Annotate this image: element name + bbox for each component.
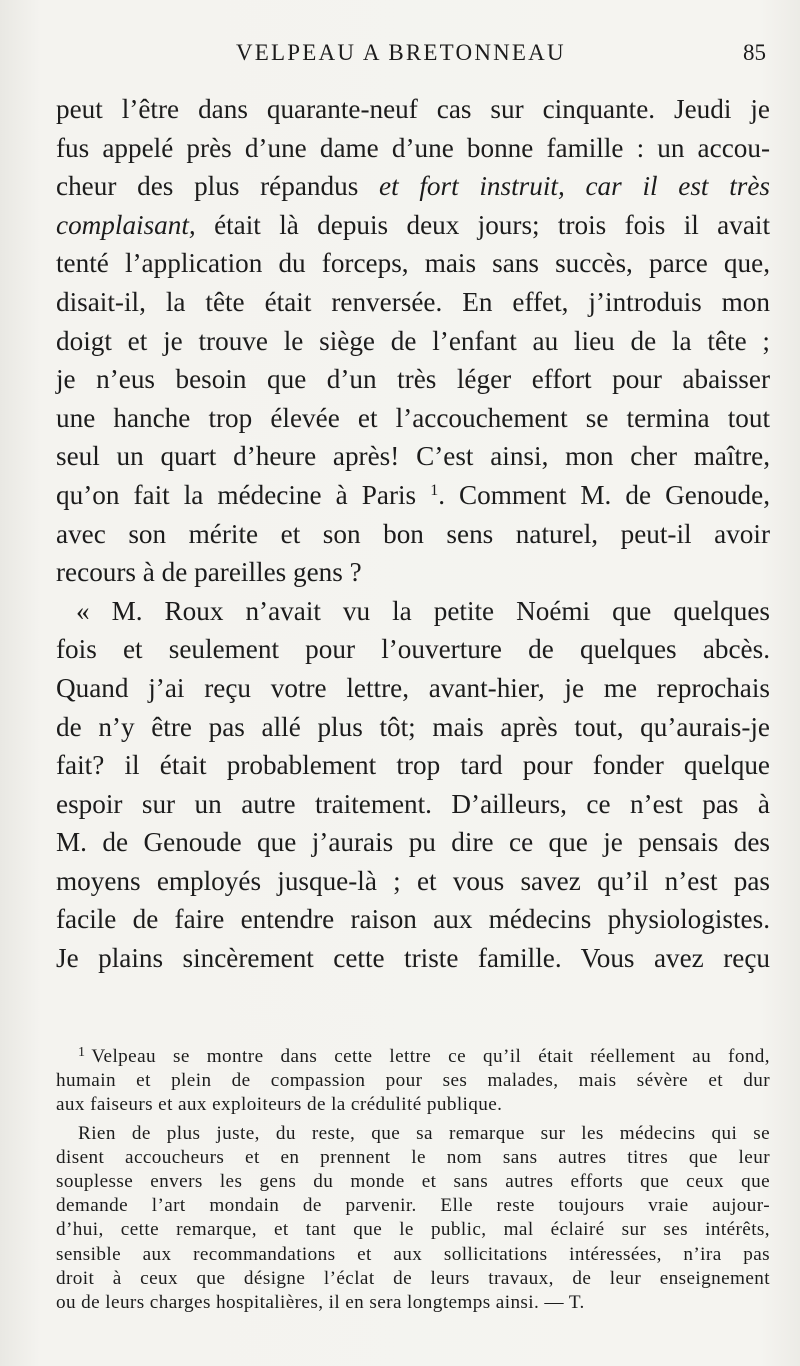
footnote-line	[56, 1045, 770, 1069]
text-line: fois et seulement pour l’ouverture de quelques abcès.	[56, 634, 770, 665]
text-line: seul un quart d’heure après! C’est ainsi, mon cher maître,	[56, 441, 770, 472]
text-line: facile de faire entendre raison aux médecins physiologistes.	[56, 904, 770, 935]
text-line: Quand j’ai reçu votre lettre, avant-hier, je me reprochais	[56, 672, 770, 703]
footnote-marker: 1	[78, 1045, 86, 1060]
text-line: doigt et je trouve le siège de l’enfant au lieu de la tête ;	[56, 325, 770, 356]
footnote-line: aux faiseurs et aux exploiteurs de la crédulité publique.	[56, 1094, 503, 1116]
text-line	[56, 476, 770, 515]
text-line: « M. Roux n’avait vu la petite Noémi que quelques	[76, 595, 770, 626]
footnote-line: droit à ceux que désigne l’éclat de leurs travaux, de leur enseignement	[56, 1267, 770, 1289]
text-line: de n’y être pas allé plus tôt; mais après tout, qu’aurais-je	[56, 711, 770, 742]
text-line: tenté l’application du forceps, mais sans succès, parce que,	[56, 248, 770, 279]
text-segment: était là depuis deux jours; trois fois il avait	[214, 209, 771, 240]
main-text	[56, 90, 770, 978]
page-header	[236, 40, 766, 80]
text-line: disait-il, la tête était renversée. En effet, j’introduis mon	[56, 286, 770, 317]
footnote-line: humain et plein de compassion pour ses malades, mais sévère et dur	[56, 1070, 770, 1092]
text-line: moyens employés jusque-là ; et vous savez qu’il n’est pas	[56, 865, 770, 896]
italic-text: complaisant,	[56, 209, 196, 240]
text-line: espoir sur un autre traitement. D’ailleurs, ce n’est pas à	[56, 788, 770, 819]
footnote-line: souplesse envers les gens du monde et sans autres efforts que ceux que	[56, 1170, 770, 1192]
footnote-line: Rien de plus juste, du reste, que sa remarque sur les médecins qui se	[78, 1122, 770, 1144]
page-number: 85	[743, 40, 766, 65]
text-segment: Velpeau se montre dans cette lettre ce qu’il était réellement au fond,	[91, 1046, 770, 1067]
footnote-line: demande l’art mondain de parvenir. Elle reste toujours vraie aujour-	[56, 1195, 770, 1217]
running-title: VELPEAU A BRETONNEAU	[236, 40, 566, 65]
text-line	[56, 206, 770, 245]
text-line: je n’eus besoin que d’un très léger effort pour abaisser	[56, 364, 770, 395]
footnote-reference[interactable]: 1	[430, 481, 439, 499]
footnote-line: disent accoucheurs et en prennent le nom sans autres titres que leur	[56, 1146, 770, 1168]
text-line: une hanche trop élevée et l’accouchement se termina tout	[56, 402, 770, 433]
text-line: peut l’être dans quarante-neuf cas sur cinquante. Jeudi je	[56, 94, 770, 124]
text-segment: . Comment M. de Genoude,	[438, 479, 771, 510]
text-segment: cheur des plus répandus	[56, 171, 359, 202]
text-line: fait? il était probablement trop tard pour fonder quelque	[56, 750, 770, 781]
italic-text: et fort instruit, car il est très	[379, 171, 770, 202]
text-line: fus appelé près d’une dame d’une bonne famille : un accou-	[56, 132, 770, 163]
footnote-line: d’hui, cette remarque, et tant que le public, mal éclairé sur ses intérêts,	[56, 1219, 770, 1241]
text-line: Je plains sincèrement cette triste famille. Vous avez reçu	[56, 943, 770, 974]
text-line: M. de Genoude que j’aurais pu dire ce que je pensais des	[56, 827, 770, 858]
text-line	[56, 167, 770, 206]
text-segment: qu’on fait la médecine à Paris	[56, 479, 417, 510]
footnote-line: sensible aux recommandations et aux sollicitations intéressées, n’ira pas	[56, 1243, 770, 1265]
text-line: recours à de pareilles gens ?	[56, 557, 362, 588]
footnote-line: ou de leurs charges hospitalières, il en sera longtemps ainsi. — T.	[56, 1291, 585, 1313]
footnotes	[56, 1045, 770, 1315]
text-line: avec son mérite et son bon sens naturel, peut-il avoir	[56, 518, 770, 549]
